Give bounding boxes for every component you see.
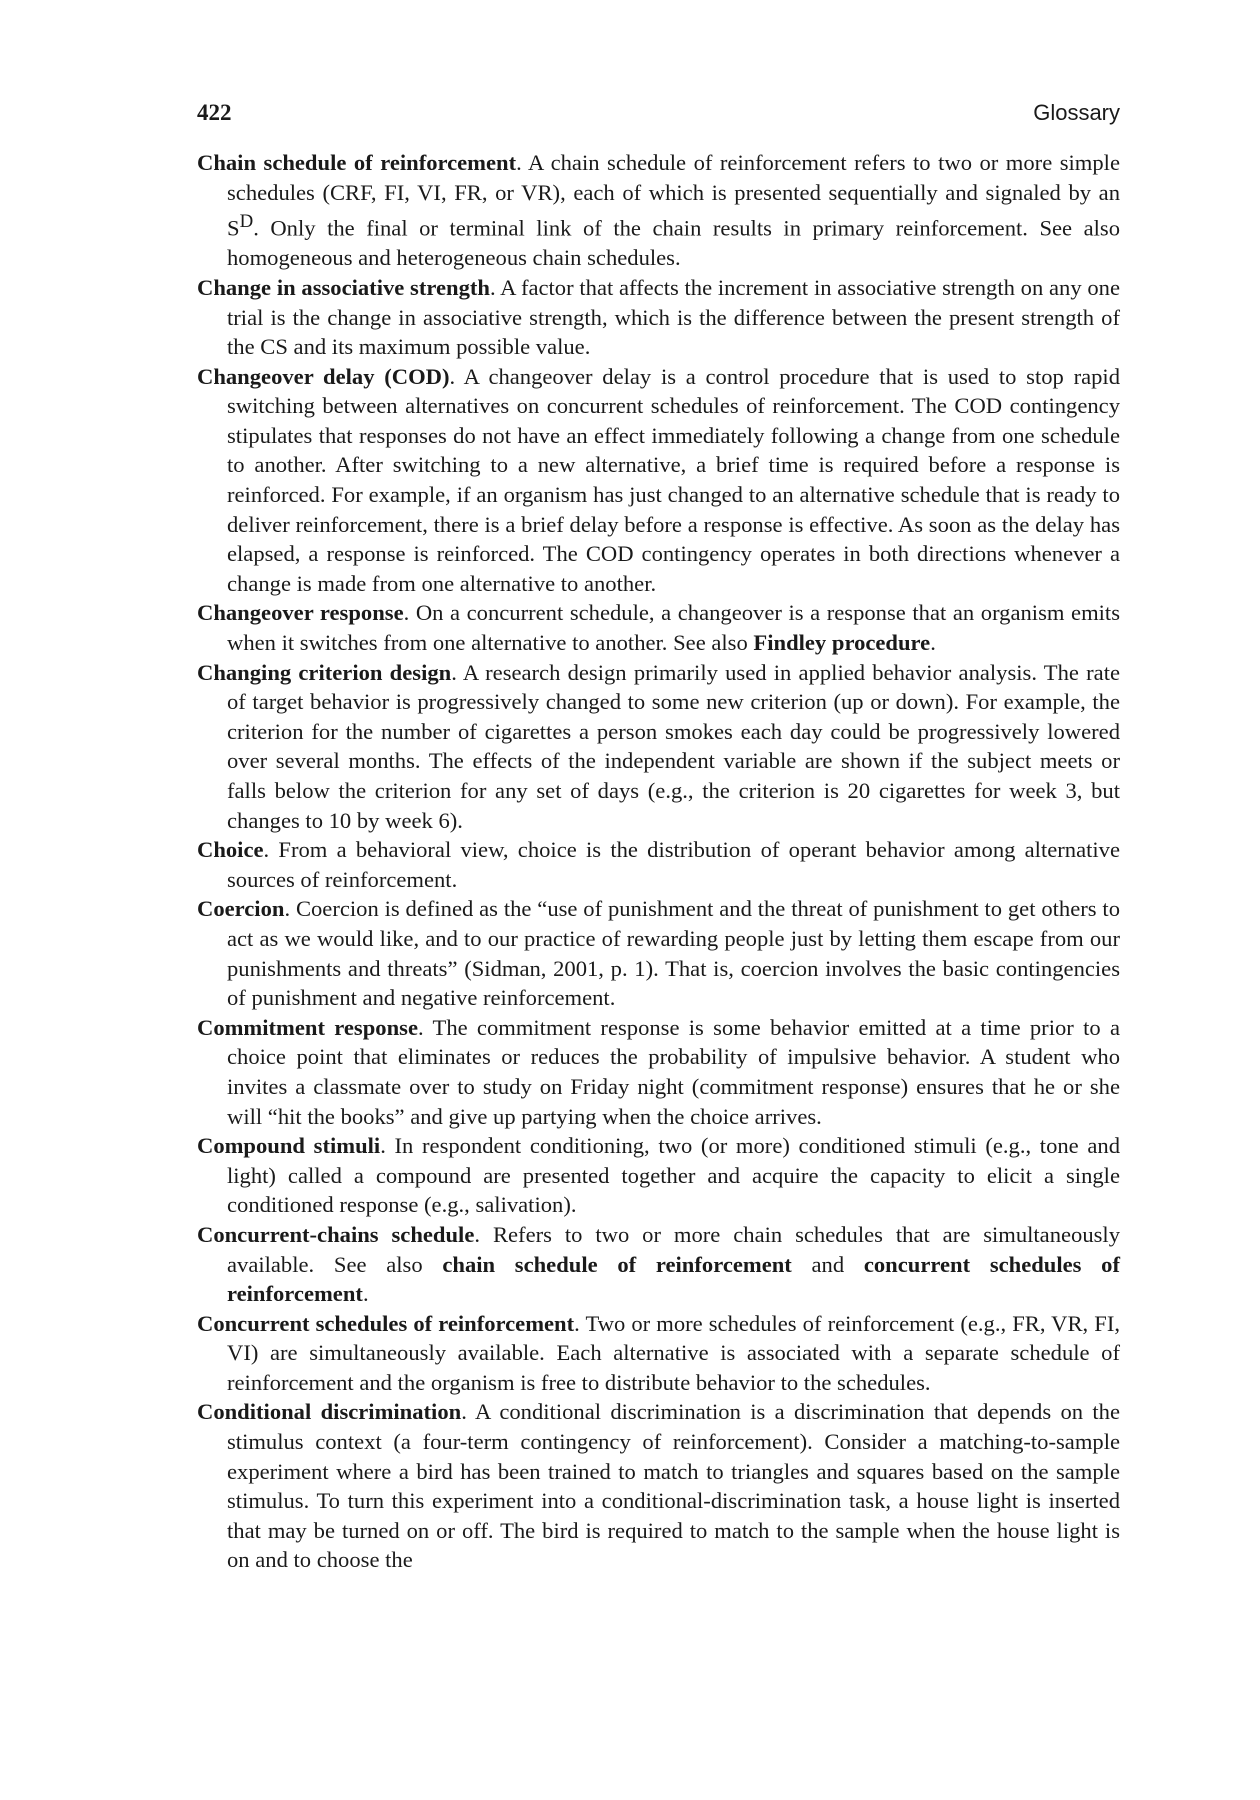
glossary-entry-compound-stimuli xyxy=(197,1131,1120,1220)
entry-term: Changeover response xyxy=(197,600,404,626)
entry-term: Concurrent-chains schedule xyxy=(197,1221,475,1247)
entry-term: Choice xyxy=(197,837,264,863)
entry-term: Conditional discrimination xyxy=(197,1399,462,1425)
glossary-entry-conditional-discrimination xyxy=(197,1397,1120,1575)
glossary-entries xyxy=(197,148,1120,1575)
entry-term: Chain schedule of reinforcement xyxy=(197,150,517,175)
entry-definition: . A conditional discrimination is a discrimination that depends on the stimulus context (a four-term contingency of reinforcement). Consider a matching-to-sample experiment where a bird has been trained to match to triangles and squares based on the sample stimulus. To turn this experiment into a conditional-discrimination task, a house light is inserted that may be turned on or off. The bird is required to match to the sample when the house light is on and to choose the xyxy=(227,1399,1120,1573)
glossary-entry-concurrent-chains-schedule xyxy=(197,1220,1120,1309)
entry-definition: . The commitment response is some behavior emitted at a time prior to a choice point that eliminates or reduces the probability of impulsive behavior. A student who invites a classmate over to study on Friday night (commitment response) ensures that he or she will “hit the books” and give up partying when the choice arrives. xyxy=(227,1014,1120,1129)
glossary-entry-chain-schedule xyxy=(197,148,1120,273)
entry-definition: . From a behavioral view, choice is the distribution of operant behavior among alternative sources of reinforcement. xyxy=(227,837,1120,892)
glossary-entry-changeover-response xyxy=(197,598,1120,657)
entry-definition-continued: . Only the final or terminal link of the chain results in primary reinforcement. See also homogeneous and heterogeneous chain schedules. xyxy=(227,215,1120,271)
entry-term: Coercion xyxy=(197,896,285,922)
entry-definition: . A research design primarily used in applied behavior analysis. The rate of target behavior is progressively changed to some new criterion (up or down). For example, the criterion for the number of cigarettes a person smokes each day could be progressively lowered over several months. The effects of the independent variable are shown if the subject meets or falls below the criterion for any set of days (e.g., the criterion is 20 cigarettes for week 3, but changes to 10 by week 6). xyxy=(227,659,1121,833)
cross-reference: chain schedule of reinforcement xyxy=(442,1251,792,1277)
entry-definition: . A chain schedule of reinforcement refers to two or more simple schedules (CRF, FI, VI, FR, or VR), each of which is presented sequentially and signaled by an S xyxy=(227,150,1120,241)
superscript-d: D xyxy=(239,211,254,233)
entry-term: Changing criterion design xyxy=(197,659,452,685)
glossary-entry-coercion xyxy=(197,894,1120,1012)
entry-definition: . Refers to two or more chain schedules that are simultaneously available. See also xyxy=(227,1221,1121,1277)
glossary-entry-change-in-associative-strength xyxy=(197,273,1120,362)
entry-definition: . A factor that affects the increment in associative strength on any one trial is the change in associative strength, which is the difference between the present strength of the CS and its maximum possible value. xyxy=(227,274,1120,360)
entry-term: Concurrent schedules of reinforcement xyxy=(197,1310,575,1336)
running-head: Glossary xyxy=(1033,100,1120,125)
glossary-entry-changeover-delay xyxy=(197,362,1120,599)
glossary-entry-choice xyxy=(197,835,1120,894)
page-header xyxy=(197,100,1120,148)
entry-definition: . In respondent conditioning, two (or more) conditioned stimuli (e.g., tone and light) called a compound are presented together and acquire the capacity to elicit a single conditioned response (e.g., salivation). xyxy=(227,1133,1120,1218)
glossary-entry-changing-criterion-design xyxy=(197,658,1120,836)
entry-definition: . Two or more schedules of reinforcement (e.g., FR, VR, FI, VI) are simultaneously available. Each alternative is associated with a separate schedule of reinforcement and the organism is free to distribute behavior to the schedules. xyxy=(227,1310,1120,1395)
entry-definition: . Coercion is defined as the “use of punishment and the threat of punishment to get others to act as we would like, and to our practice of rewarding people just by letting them escape from our punishments and threats” (Sidman, 2001, p. 1). That is, coercion involves the basic contingencies of punishment and negative reinforcement. xyxy=(227,896,1120,1011)
page-number: 422 xyxy=(197,100,232,125)
entry-term: Commitment response xyxy=(197,1014,418,1040)
glossary-entry-commitment-response xyxy=(197,1013,1120,1131)
cross-reference: concurrent schedules of reinforcement xyxy=(227,1251,1120,1307)
entry-definition: . On a concurrent schedule, a changeover is a response that an organism emits when it switches from one alternative to another. See also xyxy=(227,600,1120,656)
entry-term: Compound stimuli xyxy=(197,1133,381,1159)
glossary-page xyxy=(197,100,1120,1575)
entry-definition: . A changeover delay is a control procedure that is used to stop rapid switching between alternatives on concurrent schedules of reinforcement. The COD contingency stipulates that responses do not have an effect immediately following a change from one schedule to another. After switching to a new alternative, a brief time is required before a response is reinforced. For example, if an organism has just changed to an alternative schedule that is ready to deliver reinforcement, there is a brief delay before a response is effective. As soon as the delay has elapsed, a response is reinforced. The COD contingency operates in both directions whenever a change is made from one alternative to another. xyxy=(227,363,1120,596)
entry-definition-conjunction: and xyxy=(791,1251,864,1277)
entry-term: Changeover delay (COD) xyxy=(197,363,450,389)
entry-term: Change in associative strength xyxy=(197,274,490,300)
entry-definition-end: . xyxy=(362,1281,369,1307)
entry-definition-end: . xyxy=(930,630,936,656)
cross-reference: Findley procedure xyxy=(753,630,931,656)
glossary-entry-concurrent-schedules xyxy=(197,1309,1120,1398)
